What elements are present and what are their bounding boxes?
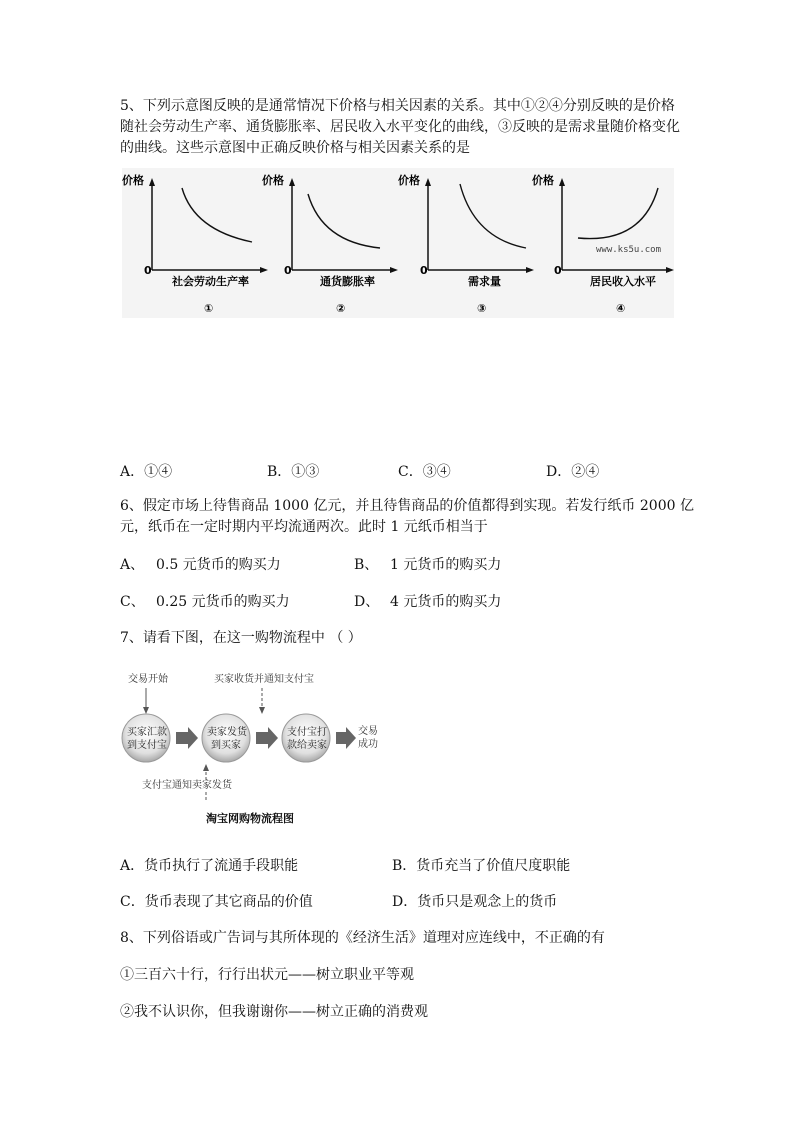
graph-3-number: ③ — [477, 302, 487, 315]
flow-circle-1 — [122, 714, 170, 762]
q8-item-2: ②我不认识你，但我谢谢你——树立正确的消费观 — [120, 1004, 428, 1020]
graph-3-ylabel: 价格 — [398, 174, 420, 187]
q5-line: 随社会劳动生产率、通货膨胀率、居民收入水平变化的曲线，③反映的是需求量随价格变化 — [120, 119, 680, 135]
q6-option-c-letter: C、 — [120, 594, 145, 610]
q6-option-b[interactable]: 1 元货币的购买力 — [390, 557, 502, 573]
graph-2-number: ② — [336, 302, 346, 315]
q5-line: 的曲线。这些示意图中正确反映价格与相关因素关系的是 — [120, 140, 470, 156]
q7-stem: 7、请看下图，在这一购物流程中 （ ） — [120, 630, 362, 646]
graph-3-origin: 0 — [420, 264, 428, 277]
flow-arrow-3 — [336, 727, 356, 749]
graph-1-ylabel: 价格 — [122, 174, 144, 187]
graph-4-xlabel: 居民收入水平 — [590, 275, 656, 288]
watermark-text: www.ks5u.com — [596, 245, 662, 255]
flow-end-line2: 成功 — [358, 739, 378, 750]
q5-option-d[interactable]: D．②④ — [546, 464, 600, 480]
flow-circle-2-line1: 卖家发货 — [207, 727, 247, 738]
q8-stem: 8、下列俗语或广告词与其所体现的《经济生活》道理对应连线中，不正确的有 — [120, 930, 605, 946]
q8-item-1: ①三百六十行，行行出状元——树立职业平等观 — [120, 967, 414, 983]
flow-arrow-1 — [176, 727, 198, 749]
q6-line: 6、假定市场上待售商品 1000 亿元，并且待售商品的价值都得到实现。若发行纸币 2000 亿 — [120, 498, 694, 514]
q7-option-c[interactable]: C．货币表现了其它商品的价值 — [120, 894, 313, 910]
q5-option-c[interactable]: C．③④ — [398, 464, 451, 480]
q6-option-c[interactable]: 0.25 元货币的购买力 — [156, 594, 290, 610]
q6-option-a-letter: A、 — [120, 557, 145, 573]
flow-start-label: 交易开始 — [128, 674, 168, 685]
q6-option-b-letter: B、 — [354, 557, 379, 573]
graph-2-xlabel: 通货膨胀率 — [320, 275, 375, 288]
graph-4-origin: 0 — [554, 264, 562, 277]
q7-option-a[interactable]: A．货币执行了流通手段职能 — [120, 858, 299, 874]
graph-1-xlabel: 社会劳动生产率 — [172, 275, 249, 288]
flow-circle-2-line2: 到买家 — [211, 740, 241, 751]
flow-circle-2 — [202, 714, 250, 762]
q5-graphs — [122, 168, 674, 318]
flow-circle-1-line2: 到支付宝 — [127, 740, 167, 751]
flow-circle-1-line1: 买家汇款 — [127, 727, 167, 738]
q6-line: 元，纸币在一定时期内平均流通两次。此时 1 元纸币相当于 — [120, 519, 488, 535]
flow-circle-3-line2: 款给卖家 — [287, 740, 327, 751]
q7-option-b[interactable]: B．货币充当了价值尺度职能 — [392, 858, 571, 874]
flow-top-note: 买家收货并通知支付宝 — [214, 674, 314, 685]
graph-4-number: ④ — [616, 302, 626, 315]
flow-circle-3 — [282, 714, 330, 762]
flow-title: 淘宝网购物流程图 — [206, 812, 294, 825]
graph-3-xlabel: 需求量 — [468, 275, 501, 288]
flow-arrow-2 — [256, 727, 278, 749]
graph-4-ylabel: 价格 — [532, 174, 554, 187]
q6-option-a[interactable]: 0.5 元货币的购买力 — [156, 557, 281, 573]
graph-1-number: ① — [204, 302, 214, 315]
q5-line: 5、下列示意图反映的是通常情况下价格与相关因素的关系。其中①②④分别反映的是价格 — [120, 98, 675, 114]
flow-bottom-note: 支付宝通知卖家发货 — [142, 780, 232, 791]
graph-1-origin: 0 — [144, 264, 152, 277]
flow-circle-3-line1: 支付宝打 — [287, 727, 327, 738]
q5-option-b[interactable]: B．①③ — [267, 464, 320, 480]
flow-end-line1: 交易 — [358, 726, 378, 737]
question-5-stem — [120, 96, 680, 159]
graph-2-origin: 0 — [284, 264, 292, 277]
taobao-flow-diagram — [114, 666, 384, 834]
q5-option-a[interactable]: A．①④ — [120, 464, 173, 480]
graph-2-ylabel: 价格 — [262, 174, 284, 187]
q7-option-d[interactable]: D．货币只是观念上的货币 — [392, 894, 558, 910]
q6-option-d-letter: D、 — [354, 594, 380, 610]
q6-option-d[interactable]: 4 元货币的购买力 — [390, 594, 502, 610]
